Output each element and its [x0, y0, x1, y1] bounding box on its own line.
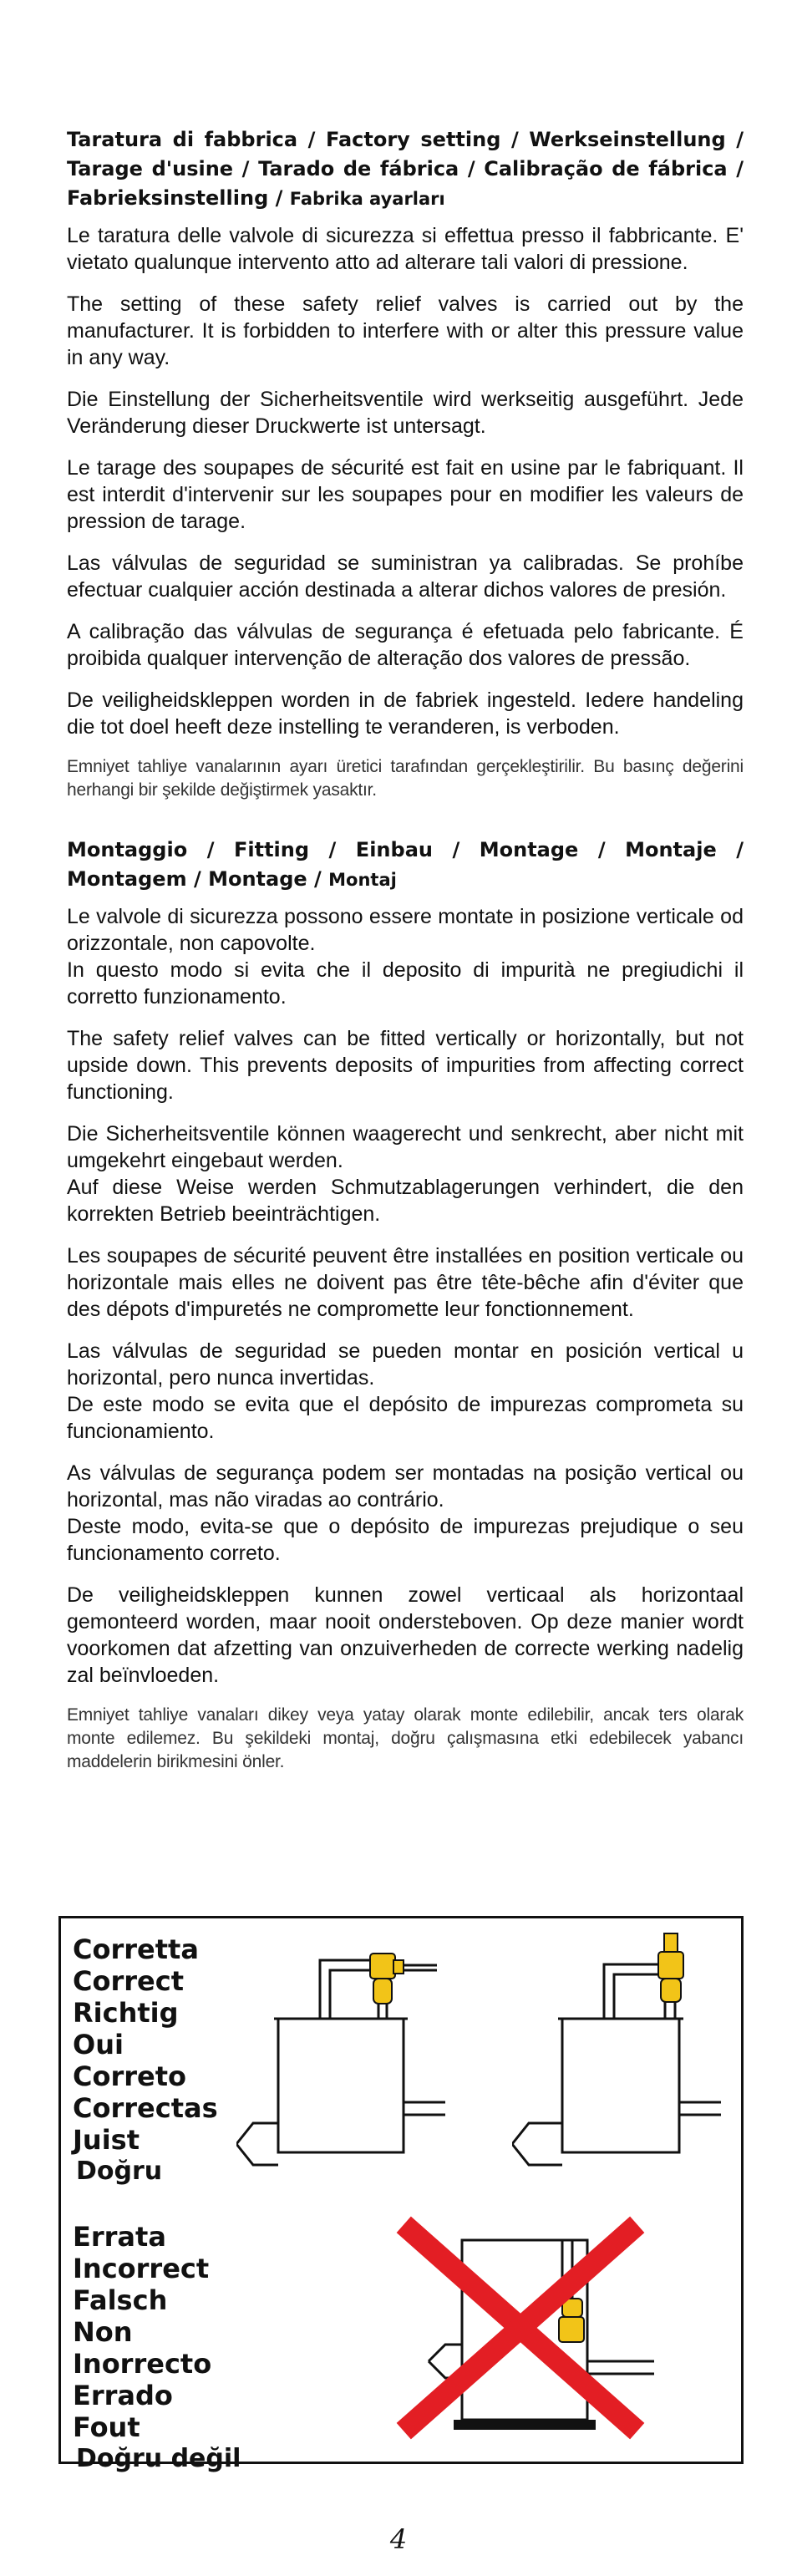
incorrect-label: Inorrecto	[73, 2348, 212, 2380]
valve-icon	[559, 2299, 584, 2342]
correct-label: Correctas	[73, 2092, 218, 2124]
page-content	[67, 125, 744, 1789]
fitting-heading: Montaggio / Fitting / Einbau / Montage / Montaje / Montagem / Montage / Montaj	[67, 838, 744, 891]
incorrect-label: Errata	[73, 2221, 166, 2253]
correct-horizontal-drawing	[236, 1935, 454, 2186]
correct-label: Juist	[73, 2124, 140, 2156]
fitting-text-pt: As válvulas de segurança podem ser montadas na posição vertical ou horizontal, mas não viradas ao contrário. Deste modo, evita-se que o depósito de impurezas prejudique o seu funcionamento correto.	[67, 1461, 744, 1565]
factory-setting-text-en: The setting of these safety relief valves is carried out by the manufacturer. It is forbidden to interfere with or alter this pressure value in any way.	[67, 292, 744, 369]
fitting-text-fr: Les soupapes de sécurité peuvent être installées en position verticale ou horizontale mais elles ne doivent pas être tête-bêche afin d'éviter que des dépots d'impuretés ne compromette leur fonctionnement.	[67, 1244, 744, 1321]
correct-label: Richtig	[73, 1997, 179, 2029]
incorrect-label: Fout	[73, 2411, 140, 2443]
correct-vertical-drawing	[512, 1927, 729, 2186]
factory-setting-text-it: Le taratura delle valvole di sicurezza si effettua presso il fabbricante. E' vietato qualunque intervento atto ad alterare tali valori di pressione.	[67, 224, 744, 274]
valve-icon	[658, 1933, 683, 2002]
incorrect-label: Incorrect	[73, 2253, 210, 2284]
incorrect-label: Doğru değil	[76, 2444, 241, 2473]
fitting-text-de: Die Sicherheitsventile können waagerecht und senkrecht, aber nicht mit umgekehrt eingebaut werden. Auf diese Weise werden Schmutzablagerungen verhindert, die den korrekten Betrieb beeinträchtigen.	[67, 1122, 744, 1226]
correct-label: Oui	[73, 2029, 124, 2060]
factory-setting-text-pt: A calibração das válvulas de segurança é efetuada pelo fabricante. É proibida qualquer intervenção de alteração dos valores de pressão.	[67, 620, 744, 670]
fitting-text-nl: De veiligheidskleppen kunnen zowel verticaal als horizontaal gemonteerd worden, maar nooit ondersteboven. Op deze manier wordt voorkomen dat afzetting van onzuiverheden de correcte werking nadelig zal beïnvloeden.	[67, 1583, 744, 1687]
fitting-text-es: Las válvulas de seguridad se pueden montar en posición vertical u horizontal, pero nunca invertidas. De este modo se evita que el depósito de impurezas comprometa su funcionamiento.	[67, 1339, 744, 1443]
incorrect-label: Non	[73, 2316, 133, 2348]
factory-setting-text-tr: Emniyet tahliye vanalarının ayarı üretici tarafından gerçekleştirilir. Bu basınç değerini herhangi bir şekilde değiştirmek yasaktır.	[67, 757, 744, 800]
fitting-text-tr: Emniyet tahliye vanaları dikey veya yatay olarak monte edilebilir, ancak ters olarak monte edilemez. Bu şekildeki montaj, doğru çalışmasına etki edebilecek yabancı maddelerin birikmesini önler.	[67, 1705, 744, 1771]
correct-label: Correto	[73, 2060, 187, 2092]
incorrect-labels	[73, 2221, 241, 2475]
installation-figure	[58, 1916, 744, 2473]
factory-setting-heading: Taratura di fabbrica / Factory setting / Werkseinstellung / Tarage d'usine / Tarado de fábrica / Calibração de fábrica / Fabrieksinstelling / Fabrika ayarları	[67, 128, 744, 210]
incorrect-label: Falsch	[73, 2284, 168, 2316]
fitting-text-en: The safety relief valves can be fitted vertically or horizontally, but not upside down. This prevents deposits of impurities from affecting correct functioning.	[67, 1027, 744, 1104]
factory-setting-text-nl: De veiligheidskleppen worden in de fabriek ingesteld. Iedere handeling die tot doel heeft deze instelling te veranderen, is verboden.	[67, 688, 744, 739]
page-number: 4	[389, 2523, 408, 2555]
fitting-text-it: Le valvole di sicurezza possono essere montate in posizione verticale od orizzontale, non capovolte. In questo modo si evita che il deposito di impurità ne pregiudichi il corretto funzionamento.	[67, 905, 744, 1009]
incorrect-drawing	[395, 2215, 713, 2449]
incorrect-label: Errado	[73, 2380, 173, 2411]
factory-setting-text-fr: Le tarage des soupapes de sécurité est fait en usine par le fabriquant. Il est interdit d'intervenir sur les soupapes pour en modifier les valeurs de pression de tarage.	[67, 456, 744, 533]
factory-setting-text-es: Las válvulas de seguridad se suministran ya calibradas. Se prohíbe efectuar cualquier acción destinada a alterar dichos valores de presión.	[67, 551, 744, 602]
correct-labels	[73, 1933, 218, 2187]
correct-label: Correct	[73, 1965, 184, 1997]
factory-setting-text-de: Die Einstellung der Sicherheitsventile wird werkseitig ausgeführt. Jede Veränderung dieser Druckwerte ist untersagt.	[67, 388, 744, 438]
valve-icon	[370, 1954, 404, 2004]
correct-label: Doğru	[76, 2157, 163, 2186]
correct-label: Corretta	[73, 1933, 199, 1965]
